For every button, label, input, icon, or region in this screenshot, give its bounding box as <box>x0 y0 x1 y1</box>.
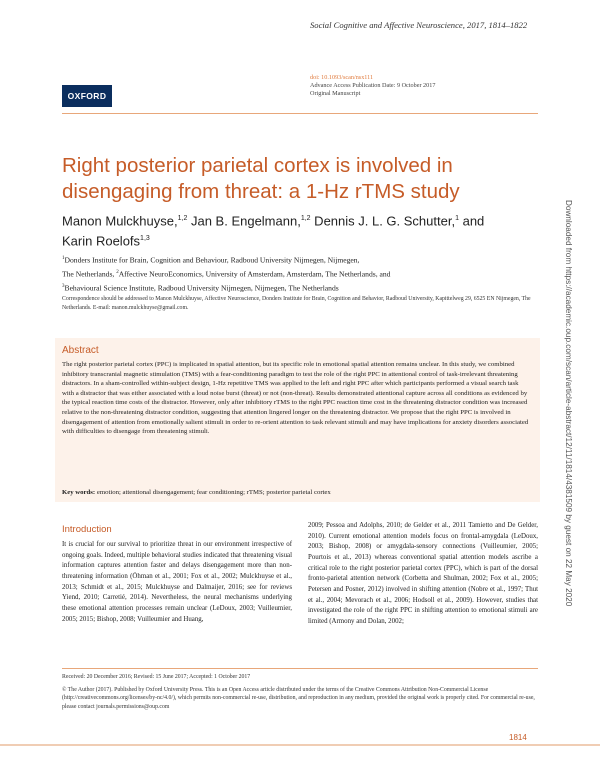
page-bottom-bar <box>0 744 600 746</box>
introduction-heading: Introduction <box>62 524 112 535</box>
keywords-label: Key words: <box>62 489 96 496</box>
page-number: 1814 <box>509 733 527 742</box>
doi-link[interactable]: doi: 10.1093/scan/nsx111 <box>310 74 374 81</box>
journal-citation: Social Cognitive and Affective Neuroscience, 2017, 1814–1822 <box>310 20 528 30</box>
affiliation-line: $^1$Donders Institute for Brain, Cognition and Behaviour, Radboud University Nijmegen, Nijmegen, <box>62 255 360 265</box>
affiliations <box>62 253 532 295</box>
advance-access-date: Advance Access Publication Date: 9 October 2017 <box>310 82 436 89</box>
body-column-right: 2009; Pessoa and Adolphs, 2010; de Gelder et al., 2011 Tamietto and De Gelder, 2010). Current emotional attention models focus on frontal-amygdala (LeDoux, 2003; Bishop, 2008) or amygdala-sensory connections (Vuilleumier, 2005; Pourtois et al., 2013) whereas conventional spatial attention models ascribe a critical role to the right posterior parietal cortex (PPC), which is part of the dorsal fronto-parietal attention network (Corbetta and Shulman, 2002; Fox et al., 2005; Petersen and Posner, 2012) involved in shifting attention (Nobre et al., 1997; Thut et al., 2004; Mevorach et al., 2006; Hodsoll et al., 2009). However, studies that investigated the role of the right PPC in shifting attention to emotional stimuli are limited (Armony and Dolan, 2002; <box>308 522 538 625</box>
received-dates: Received: 20 December 2016; Revised: 15 June 2017; Accepted: 1 October 2017 <box>62 674 251 680</box>
body-column-left: It is crucial for our survival to prioritize threat in our environment irrespective of ongoing goals. Indeed, multiple behavioral studies indicated that threatening visual information captures attention faster and delays disengagement more than non-threatening information (Öhman et al., 2001; Fox et al., 2002; Mulckhuyse et al., 2013; Schmidt et al., 2015; Mulckhuyse and Dalmaijer, 2016; see for reviews Yiend, 2010; Carretié, 2014). Nevertheless, the neural mechanisms underlying these emotional attention processes remain unclear (LeDoux, 2003; Vuilleumier, 2005; 2015; Bishop, 2008; Vuilleumier and Huang, <box>62 541 292 623</box>
correspondence-note: Correspondence should be addressed to Manon Mulckhuyse, Affective Neuroscience, Donders Institute for Brain, Cognition and Behavior, Radboud University, Kapittelweg 29, 6525 EN Nijmegen, The Netherlands. E-mail: manon.mulckhuyse@gmail.com. <box>62 296 531 311</box>
abstract-text: The right posterior parietal cortex (PPC) is implicated in spatial attention, but its specific role in emotional spatial attention remains unclear. In this study, we combined inhibitory transcranial magnetic stimulation (TMS) with a fear-conditioning paradigm to test the role of the right PPC in attentional control of task-irrelevant threatening distractors. In a sham-controlled within-subject design, 1-Hz repetitive TMS was applied to the left and right PPC after which participants performed a visual search task with a distractor that was either associated with a loud noise burst (threat) or not (non-threat). Results demonstrated attentional capture across all conditions as evidenced by the typical reaction time costs of the distractor. However, only after inhibitory rTMS to the right PPC reaction time cost in the threatening distractor condition was increased relative to the non-threatening distractor condition, suggesting that attention lingered longer on the threatening distractor. We propose that the right PPC is involved in disengagement of attention from emotionally salient stimuli in order to re-orient attention to task relevant stimuli and may have implications for anxiety disorders associated with difficulties to disengage from threatening stimuli. <box>62 361 529 436</box>
download-watermark: Downloaded from https://academic.oup.com/scan/article-abstract/12/11/1814/4381509 by guest on 22 May 2020 <box>564 200 573 607</box>
keywords-list: emotion; attentional disengagement; fear conditioning; rTMS; posterior parietal cortex <box>96 489 331 496</box>
article-type: Original Manuscript <box>310 90 361 97</box>
keywords <box>62 489 532 496</box>
article-title: Right posterior parietal cortex is involved in disengaging from threat: a 1-Hz rTMS study <box>62 154 460 203</box>
author-list <box>62 210 532 251</box>
oxford-logo: OXFORD <box>62 85 112 107</box>
author-line-1: Manon Mulckhuyse,$^{1,2}$ Jan B. Engelmann,$^{1,2}$ Dennis J. L. G. Schutter,$^1$ and <box>62 213 485 229</box>
affiliation-line: $^3$Behavioural Science Institute, Radboud University Nijmegen, Nijmegen, The Netherlands <box>62 283 339 293</box>
author-line-2: Karin Roelofs$^{1,3}$ <box>62 233 150 249</box>
affiliation-line: The Netherlands, $^2$Affective NeuroEconomics, University of Amsterdam, Amsterdam, The Netherlands, and <box>62 269 391 279</box>
abstract-heading: Abstract <box>62 345 99 356</box>
license-text: © The Author (2017). Published by Oxford University Press. This is an Open Access article distributed under the terms of the Creative Commons Attribution Non-Commercial License (http://creativecommons.org/licenses/by-nc/4.0/), which permits non-commercial re-use, distribution, and reproduction in any medium, provided the original work is properly cited. For commercial re-use, please contact journals.permissions@oup.com <box>62 687 535 710</box>
footer-divider <box>62 668 538 669</box>
header-divider <box>62 113 538 114</box>
